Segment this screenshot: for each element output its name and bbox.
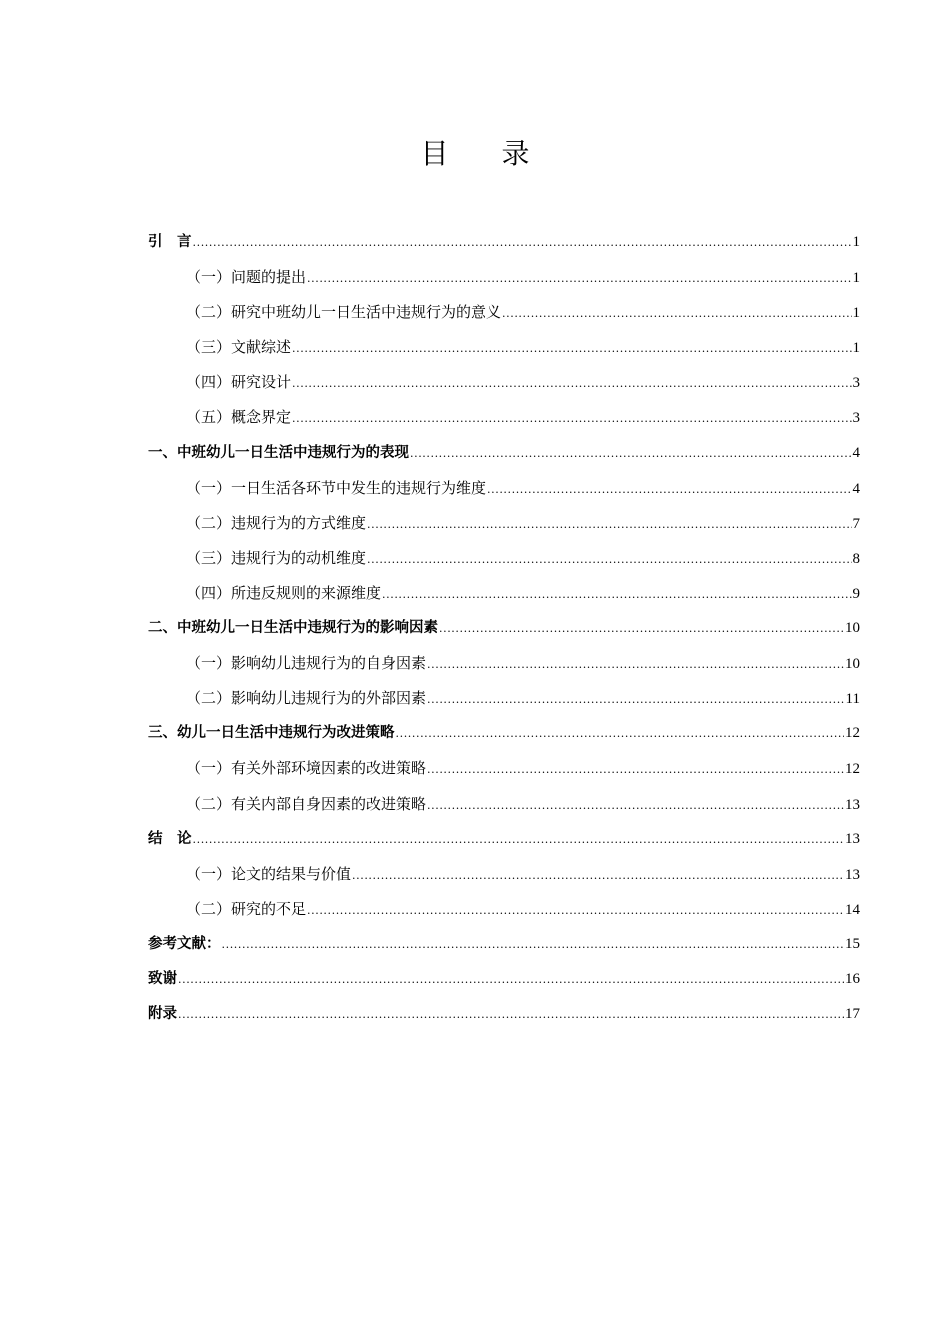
toc-page-number: 14: [845, 901, 860, 918]
toc-entry-title: 论文的结果与价值: [231, 864, 352, 883]
dot-leader: [502, 296, 851, 331]
dot-leader: [178, 997, 844, 1032]
toc-entry[interactable]: [148, 962, 860, 997]
toc-entry[interactable]: [148, 436, 860, 471]
dot-leader: [352, 858, 844, 893]
toc-entry[interactable]: [148, 330, 860, 365]
toc-entry[interactable]: [148, 471, 860, 506]
toc-entry-number: （五）: [186, 408, 232, 427]
toc-entry[interactable]: [148, 576, 860, 611]
dot-leader: [307, 261, 851, 296]
dot-leader: [367, 507, 851, 542]
dot-leader: [307, 893, 844, 928]
toc-entry-title: 问题的提出: [231, 268, 307, 287]
toc-entry-title: 引 言: [148, 234, 192, 250]
toc-page-number: 1: [852, 270, 860, 287]
toc-entry-number: （二）: [186, 689, 232, 708]
toc-entry-title: 所违反规则的来源维度: [231, 583, 382, 602]
toc-entry[interactable]: [148, 822, 860, 857]
toc-entry-number: （一）: [186, 759, 232, 778]
toc-entry-number: （四）: [186, 373, 232, 392]
dot-leader: [427, 647, 844, 682]
toc-entry-title: 中班幼儿一日生活中违规行为的表现: [177, 444, 409, 461]
dot-leader: [427, 682, 845, 717]
toc-entry-number: （三）: [186, 548, 232, 567]
toc-entry-title: 附录: [148, 1006, 177, 1023]
toc-entry-number: （一）: [186, 478, 232, 497]
toc-entry-title: 影响幼儿违规行为的外部因素: [231, 689, 427, 708]
dot-leader: [292, 366, 851, 401]
toc-page-number: 10: [845, 620, 860, 637]
toc-entry-number: （二）: [186, 303, 232, 322]
dot-leader: [193, 822, 845, 857]
toc-entry-number: （一）: [186, 268, 232, 287]
toc-page-number: 13: [845, 796, 860, 813]
toc-entry[interactable]: [148, 225, 860, 260]
toc-entry[interactable]: [148, 541, 860, 576]
toc-entry-number: 二、: [148, 620, 177, 637]
dot-leader: [382, 577, 851, 612]
toc-page-number: 4: [852, 444, 860, 461]
toc-entry-title: 结 论: [148, 830, 192, 847]
toc-page-number: 3: [852, 410, 860, 427]
toc-entry[interactable]: [148, 400, 860, 435]
toc-entry[interactable]: [148, 681, 860, 716]
toc-entry-title: 致谢: [148, 970, 177, 987]
toc-entry-number: 三、: [148, 725, 177, 742]
toc-page-number: 1: [852, 305, 860, 322]
toc-entry-title: 中班幼儿一日生活中违规行为的影响因素: [177, 620, 438, 637]
toc-page-number: 12: [845, 725, 860, 742]
toc-entry[interactable]: [148, 260, 860, 295]
toc-entry-title: 违规行为的动机维度: [231, 548, 367, 567]
toc-page-number: 1: [852, 340, 860, 357]
toc-page-number: 8: [852, 550, 860, 567]
toc-entry[interactable]: [148, 787, 860, 822]
toc-entry[interactable]: [148, 997, 860, 1032]
toc-entry-title: 影响幼儿违规行为的自身因素: [231, 654, 427, 673]
dot-leader: [193, 225, 852, 260]
toc-page-number: 9: [852, 585, 860, 602]
toc-entry-number: 一、: [148, 444, 177, 461]
toc-entry-number: （二）: [186, 899, 232, 918]
toc-entry-title: 违规行为的方式维度: [231, 513, 367, 532]
toc-entry[interactable]: [148, 506, 860, 541]
toc-entry-title: 文献综述: [231, 338, 292, 357]
toc-entry[interactable]: [148, 927, 860, 962]
toc-entry-number: （一）: [186, 864, 232, 883]
toc-page-number: 13: [845, 830, 860, 847]
toc-entry[interactable]: [148, 716, 860, 751]
dot-leader: [367, 542, 851, 577]
toc-entry-title: 参考文献：: [148, 935, 221, 952]
dot-leader: [427, 788, 844, 823]
toc-entry-number: （二）: [186, 513, 232, 532]
dot-leader: [439, 611, 844, 646]
page-title: 目 录: [420, 137, 552, 170]
toc-page-number: 15: [845, 935, 860, 952]
toc-entry-title: 研究设计: [231, 373, 292, 392]
toc-entry[interactable]: [148, 295, 860, 330]
toc-entry-number: （三）: [186, 338, 232, 357]
toc-page-number: 1: [852, 234, 860, 250]
toc-page-number: 10: [845, 656, 860, 673]
dot-leader: [292, 331, 851, 366]
dot-leader: [427, 752, 844, 787]
toc-entry-number: （一）: [186, 654, 232, 673]
dot-leader: [396, 716, 845, 751]
toc-entry-title: 研究的不足: [231, 899, 307, 918]
dot-leader: [487, 472, 851, 507]
toc-entry[interactable]: [148, 611, 860, 646]
toc-page-number: 7: [852, 515, 860, 532]
toc-page-number: 4: [852, 480, 860, 497]
toc-entry-title: 一日生活各环节中发生的违规行为维度: [231, 478, 487, 497]
toc-page-number: 13: [845, 866, 860, 883]
toc-entry-title: 有关内部自身因素的改进策略: [231, 794, 427, 813]
dot-leader: [292, 401, 851, 436]
toc-page-number: 16: [845, 970, 860, 987]
table-of-contents: [148, 225, 860, 1032]
dot-leader: [222, 927, 845, 962]
toc-entry-number: （四）: [186, 583, 232, 602]
toc-entry[interactable]: [148, 365, 860, 400]
toc-entry-title: 研究中班幼儿一日生活中违规行为的意义: [231, 303, 502, 322]
toc-entry[interactable]: [148, 646, 860, 681]
toc-entry-title: 幼儿一日生活中违规行为改进策略: [177, 725, 395, 742]
dot-leader: [178, 962, 844, 997]
toc-entry-title: 有关外部环境因素的改进策略: [231, 759, 427, 778]
dot-leader: [410, 436, 852, 471]
toc-page-number: 17: [845, 1006, 860, 1023]
toc-page-number: 3: [852, 375, 860, 392]
toc-entry-number: （二）: [186, 794, 232, 813]
toc-entry-title: 概念界定: [231, 408, 292, 427]
toc-page-number: 12: [845, 761, 860, 778]
toc-page-number: 11: [845, 691, 860, 708]
toc-entry[interactable]: [148, 751, 860, 786]
toc-entry[interactable]: [148, 892, 860, 927]
toc-entry[interactable]: [148, 857, 860, 892]
